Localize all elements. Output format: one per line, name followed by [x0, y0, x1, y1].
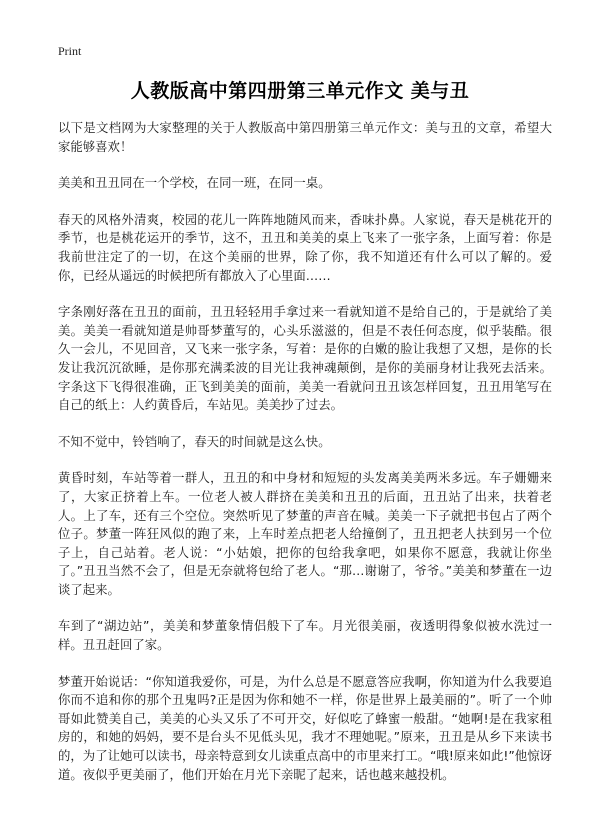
paragraph: 不知不觉中，铃铛响了，春天的时间就是这么快。: [58, 433, 331, 449]
print-label: Print: [58, 44, 82, 58]
document-title: 人教版高中第四册第三单元作文 美与丑: [130, 80, 470, 102]
paragraph: 字条刚好落在丑丑的面前，丑丑轻轻用手拿过来一看就知道不是给自己的，于是就给了美美。美美一看就知道是帅哥梦董写的，心头乐滋滋的，但是不表任何态度，似乎装酷。很久一会儿，不见回音，又飞来一张字条，写着：是你的白嫩的脸让我想了又想，是你的长发让我沉沉欲睡，是你那充满柔波的目光让我神魂颠倒，是你的美丽身材让我死去活来。字条这下飞得很准确，正飞到美美的面前，美美一看就问丑丑该怎样回复，丑丑用笔写在自己的纸上：人约黄昏后，车站见。美美抄了过去。: [58, 304, 552, 413]
paragraph: 梦董开始说话：“你知道我爱你，可是，为什么总是不愿意答应我啊，你知道为什么我要追你而不追和你的那个丑鬼吗?正是因为你和她不一样，你是世界上最美丽的”。听了一个帅哥如此赞美自己，美美的心头又乐了不可开交，好似吃了蜂蜜一般甜。“她啊!是在我家租房的，和她的妈妈，要不是台头不见低头见，我才不理她呢。”原来，丑丑是从乡下来读书的，为了让她可以读书，母亲特意到女儿读重点高中的市里来打工。“哦!原来如此!”他惊讶道。夜似乎更美丽了，他们开始在月光下亲昵了起来，话也越来越投机。: [58, 673, 552, 782]
article-body: [58, 119, 552, 802]
paragraph: 车到了“湖边站”，美美和梦董象情侣般下了车。月光很美丽，夜透明得象似被水洗过一样。丑丑赶回了家。: [58, 618, 552, 653]
paragraph: 美美和丑丑同在一个学校，在同一班，在同一桌。: [58, 175, 331, 191]
paragraph: 黄昏时刻，车站等着一群人，丑丑的和中身材和短短的头发离美美两米多远。车子姗姗来了，大家正挤着上车。一位老人被人群挤在美美和丑丑的后面，丑丑站了出来，扶着老人。上了车，还有三个空位。突然听见了梦董的声音在喊。美美一下子就把书包占了两个位子。梦董一阵狂风似的跑了来，上车时差点把老人给撞倒了，丑丑把老人扶到另一个位子上，自己站着。老人说：“小姑娘，把你的包给我拿吧，如果你不愿意，我就让你坐了。”丑丑当然不会了，但是无奈就将包给了老人。“那…谢谢了，爷爷。”美美和梦董在一边谈了起来。: [58, 470, 552, 597]
paragraph: 春天的风格外清爽，校园的花儿一阵阵地随风而来，香味扑鼻。人家说，春天是桃花开的季节，也是桃花运开的季节，这不，丑丑和美美的桌上飞来了一张字条，上面写着：你是我前世注定了的一切，在这个美丽的世界，除了你，我不知道还有什么可以了解的。爱你，已经从遥远的时候把所有都放入了心里面……: [58, 211, 552, 283]
paragraph-intro: 以下是文档网为大家整理的关于人教版高中第四册第三单元作文：美与丑的文章，希望大家能够喜欢！: [58, 120, 552, 154]
